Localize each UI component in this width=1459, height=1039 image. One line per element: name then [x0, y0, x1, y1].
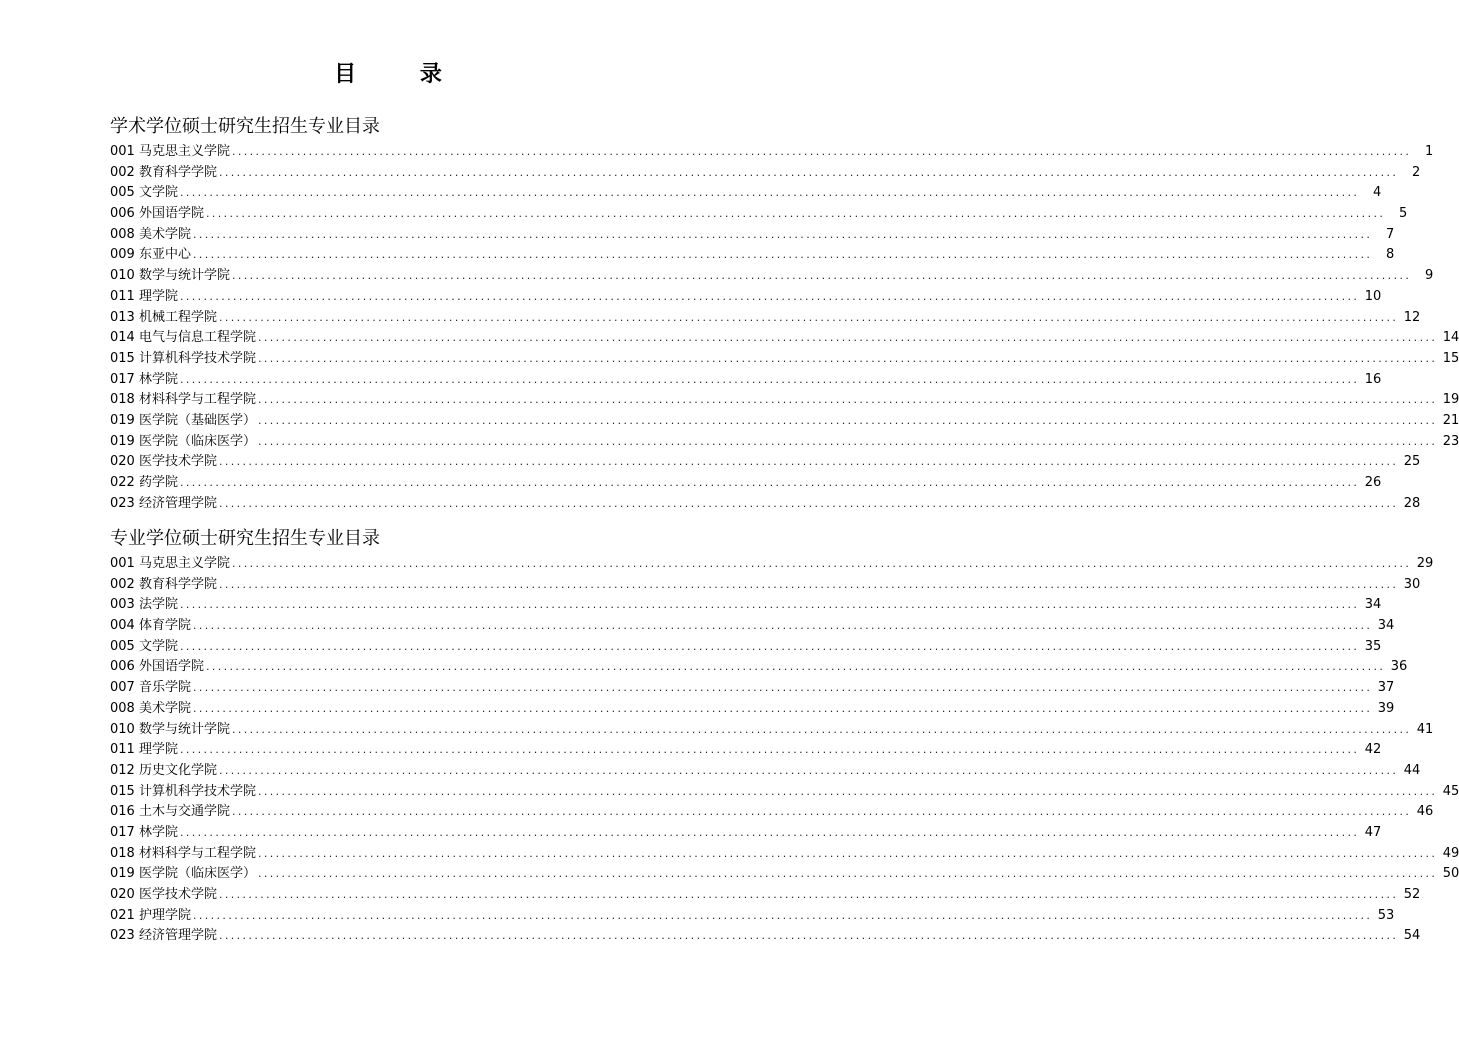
dot-leader: ........................................................................................................................................................................................................ — [257, 867, 1438, 881]
toc-entry-label: 007 音乐学院 — [110, 680, 191, 696]
toc-entry-page-number: 37 — [1377, 680, 1395, 696]
toc-entry[interactable] — [110, 657, 1408, 678]
dot-leader: ........................................................................................................................................................................................................ — [192, 619, 1373, 633]
toc-entry[interactable] — [110, 616, 1395, 637]
toc-entry-label: 018 材料科学与工程学院 — [110, 392, 256, 408]
toc-entry-page-number: 45 — [1442, 783, 1459, 799]
toc-entry-label: 011 理学院 — [110, 742, 178, 758]
toc-entry-label: 015 计算机科学技术学院 — [110, 350, 256, 366]
dot-leader: ........................................................................................................................................................................................................ — [179, 598, 1360, 612]
toc-entry-label: 016 土木与交通学院 — [110, 804, 230, 820]
toc-entry-label: 019 医学院（临床医学） — [110, 433, 256, 449]
toc-entry-page-number: 44 — [1403, 762, 1421, 778]
toc-entry-page-number: 16 — [1364, 371, 1382, 387]
toc-entry[interactable] — [110, 823, 1382, 844]
toc-entry-page-number: 10 — [1364, 288, 1382, 304]
toc-entry-label: 010 数学与统计学院 — [110, 268, 230, 284]
toc-entry[interactable] — [110, 225, 1395, 246]
toc-entry[interactable] — [110, 926, 1421, 947]
dot-leader: ........................................................................................................................................................................................................ — [257, 393, 1438, 407]
toc-entry[interactable] — [110, 720, 1434, 741]
toc-entry-label: 006 外国语学院 — [110, 659, 204, 675]
dot-leader: ........................................................................................................................................................................................................ — [231, 805, 1412, 819]
toc-entry-label: 019 医学院（临床医学） — [110, 866, 256, 882]
dot-leader: ........................................................................................................................................................................................................ — [257, 846, 1438, 860]
dot-leader: ........................................................................................................................................................................................................ — [218, 496, 1399, 510]
dot-leader: ........................................................................................................................................................................................................ — [192, 701, 1373, 715]
dot-leader: ........................................................................................................................................................................................................ — [179, 186, 1360, 200]
dot-leader: ........................................................................................................................................................................................................ — [179, 825, 1360, 839]
toc-entry-label: 001 马克思主义学院 — [110, 144, 230, 159]
toc-entry-page-number: 36 — [1390, 659, 1408, 675]
toc-entry[interactable] — [110, 494, 1421, 515]
toc-entry-page-number: 42 — [1364, 742, 1382, 758]
dot-leader: ........................................................................................................................................................................................................ — [218, 929, 1399, 943]
dot-leader: ........................................................................................................................................................................................................ — [257, 351, 1438, 365]
toc-entry-label: 006 外国语学院 — [110, 206, 204, 222]
toc-entry-page-number: 23 — [1442, 433, 1459, 449]
toc-entry-page-number: 39 — [1377, 700, 1395, 716]
toc-entry[interactable] — [110, 554, 1434, 575]
toc-entry-label: 008 美术学院 — [110, 700, 191, 716]
dot-leader: ........................................................................................................................................................................................................ — [192, 681, 1373, 695]
toc-entry-label: 023 经济管理学院 — [110, 928, 217, 944]
toc-entry-label: 021 护理学院 — [110, 907, 191, 923]
dot-leader: ........................................................................................................................................................................................................ — [205, 660, 1386, 674]
toc-entry-label: 013 机械工程学院 — [110, 309, 217, 325]
dot-leader: ........................................................................................................................................................................................................ — [192, 227, 1373, 241]
toc-entry[interactable] — [110, 390, 1459, 411]
dot-leader: ........................................................................................................................................................................................................ — [257, 784, 1438, 798]
toc-entry-page-number: 4 — [1373, 185, 1382, 201]
section-heading: 专业学位硕士研究生招生专业目录 — [110, 528, 380, 549]
toc-entry[interactable] — [110, 266, 1434, 287]
toc-entry-page-number: 5 — [1399, 206, 1408, 222]
toc-entry[interactable] — [110, 761, 1421, 782]
toc-entry[interactable] — [110, 349, 1459, 370]
toc-entry[interactable] — [110, 287, 1382, 308]
dot-leader: ........................................................................................................................................................................................................ — [192, 908, 1373, 922]
dot-leader: ........................................................................................................................................................................................................ — [257, 413, 1438, 427]
toc-entry-page-number: 28 — [1403, 495, 1421, 511]
toc-entry-page-number: 30 — [1403, 576, 1421, 592]
toc-entry[interactable] — [110, 740, 1382, 761]
toc-entry[interactable] — [110, 452, 1421, 473]
dot-leader: ........................................................................................................................................................................................................ — [257, 331, 1438, 345]
toc-entry-label: 002 教育科学学院 — [110, 576, 217, 592]
toc-entry-label: 010 数学与统计学院 — [110, 721, 230, 737]
toc-entry-page-number: 15 — [1442, 350, 1459, 366]
academic-degree-section — [110, 114, 1459, 514]
toc-entry-page-number: 1 — [1425, 144, 1434, 159]
dot-leader: ........................................................................................................................................................................................................ — [218, 888, 1399, 901]
toc-entry[interactable] — [110, 864, 1459, 885]
toc-entry-page-number: 34 — [1364, 597, 1382, 613]
toc-entry-label: 017 林学院 — [110, 824, 178, 840]
toc-entry[interactable] — [110, 575, 1421, 596]
toc-entry-label: 019 医学院（基础医学） — [110, 412, 256, 428]
dot-leader: ........................................................................................................................................................................................................ — [179, 743, 1360, 757]
toc-entry[interactable] — [110, 906, 1395, 927]
dot-leader: ........................................................................................................................................................................................................ — [179, 639, 1360, 653]
dot-leader: ........................................................................................................................................................................................................ — [205, 207, 1386, 221]
toc-entry-label: 018 材料科学与工程学院 — [110, 845, 256, 861]
toc-entry-label: 023 经济管理学院 — [110, 495, 217, 511]
toc-entry-page-number: 29 — [1416, 556, 1434, 571]
toc-entry-label: 003 法学院 — [110, 597, 178, 613]
toc-entry-page-number: 14 — [1442, 330, 1459, 346]
toc-list — [110, 554, 1459, 947]
dot-leader: ........................................................................................................................................................................................................ — [192, 248, 1373, 262]
toc-entry-label: 020 医学技术学院 — [110, 887, 217, 902]
toc-entry[interactable] — [110, 370, 1382, 391]
toc-entry[interactable] — [110, 432, 1459, 453]
toc-entry-page-number: 9 — [1425, 268, 1434, 284]
toc-entry-page-number: 35 — [1364, 638, 1382, 654]
toc-entry[interactable] — [110, 802, 1434, 823]
toc-entry-label: 009 东亚中心 — [110, 247, 191, 263]
toc-entry-page-number: 52 — [1403, 887, 1421, 902]
dot-leader: ........................................................................................................................................................................................................ — [179, 289, 1360, 303]
toc-entry[interactable] — [110, 885, 1421, 906]
toc-entry[interactable] — [110, 844, 1459, 865]
toc-entry-page-number: 34 — [1377, 618, 1395, 634]
toc-entry-page-number: 54 — [1403, 928, 1421, 944]
toc-entry-page-number: 8 — [1386, 247, 1395, 263]
toc-entry[interactable] — [110, 699, 1395, 720]
toc-entry-label: 015 计算机科学技术学院 — [110, 783, 256, 799]
dot-leader: ........................................................................................................................................................................................................ — [257, 434, 1438, 448]
toc-entry-label: 011 理学院 — [110, 288, 178, 304]
toc-entry[interactable] — [110, 142, 1434, 163]
dot-leader: ........................................................................................................................................................................................................ — [179, 476, 1360, 489]
toc-entry-label: 005 文学院 — [110, 638, 178, 654]
dot-leader: ........................................................................................................................................................................................................ — [231, 269, 1412, 283]
toc-entry[interactable] — [110, 782, 1459, 803]
dot-leader: ........................................................................................................................................................................................................ — [231, 722, 1412, 736]
toc-entry-page-number: 2 — [1412, 164, 1421, 180]
toc-entry-label: 002 教育科学学院 — [110, 164, 217, 180]
dot-leader: ........................................................................................................................................................................................................ — [231, 145, 1412, 158]
professional-degree-section — [110, 526, 1459, 947]
toc-entry-page-number: 47 — [1364, 824, 1382, 840]
toc-entry-page-number: 46 — [1416, 804, 1434, 820]
dot-leader: ........................................................................................................................................................................................................ — [218, 455, 1399, 469]
toc-entry-label: 012 历史文化学院 — [110, 762, 217, 778]
toc-entry[interactable] — [110, 595, 1382, 616]
toc-entry[interactable] — [110, 637, 1382, 658]
toc-list — [110, 142, 1459, 514]
toc-entry-label: 020 医学技术学院 — [110, 454, 217, 470]
toc-entry[interactable] — [110, 183, 1382, 204]
toc-entry-page-number: 21 — [1442, 412, 1459, 428]
toc-entry[interactable] — [110, 245, 1395, 266]
dot-leader: ........................................................................................................................................................................................................ — [218, 310, 1399, 324]
page-title: 目 录 — [334, 62, 470, 87]
toc-entry[interactable] — [110, 163, 1421, 184]
toc-entry[interactable] — [110, 678, 1395, 699]
toc-entry-page-number: 50 — [1442, 866, 1459, 882]
toc-entry-label: 014 电气与信息工程学院 — [110, 330, 256, 346]
toc-entry-label: 017 林学院 — [110, 371, 178, 387]
toc-entry[interactable] — [110, 473, 1382, 494]
toc-entry-label: 022 药学院 — [110, 475, 178, 490]
toc-entry-page-number: 19 — [1442, 392, 1459, 408]
toc-entry-page-number: 25 — [1403, 454, 1421, 470]
dot-leader: ........................................................................................................................................................................................................ — [218, 577, 1399, 591]
section-heading: 学术学位硕士研究生招生专业目录 — [110, 116, 380, 137]
toc-entry-label: 001 马克思主义学院 — [110, 556, 230, 571]
toc-entry[interactable] — [110, 411, 1459, 432]
toc-entry-label: 005 文学院 — [110, 185, 178, 201]
toc-entry[interactable] — [110, 308, 1421, 329]
dot-leader: ........................................................................................................................................................................................................ — [231, 557, 1412, 570]
toc-entry-page-number: 53 — [1377, 907, 1395, 923]
toc-entry-page-number: 26 — [1364, 475, 1382, 490]
toc-entry-label: 008 美术学院 — [110, 226, 191, 242]
toc-entry[interactable] — [110, 328, 1459, 349]
toc-entry-label: 004 体育学院 — [110, 618, 191, 634]
toc-entry-page-number: 41 — [1416, 721, 1434, 737]
toc-entry-page-number: 49 — [1442, 845, 1459, 861]
toc-entry-page-number: 7 — [1386, 226, 1395, 242]
toc-entry-page-number: 12 — [1403, 309, 1421, 325]
dot-leader: ........................................................................................................................................................................................................ — [218, 763, 1399, 777]
toc-entry[interactable] — [110, 204, 1408, 225]
dot-leader: ........................................................................................................................................................................................................ — [218, 165, 1399, 179]
dot-leader: ........................................................................................................................................................................................................ — [179, 372, 1360, 386]
